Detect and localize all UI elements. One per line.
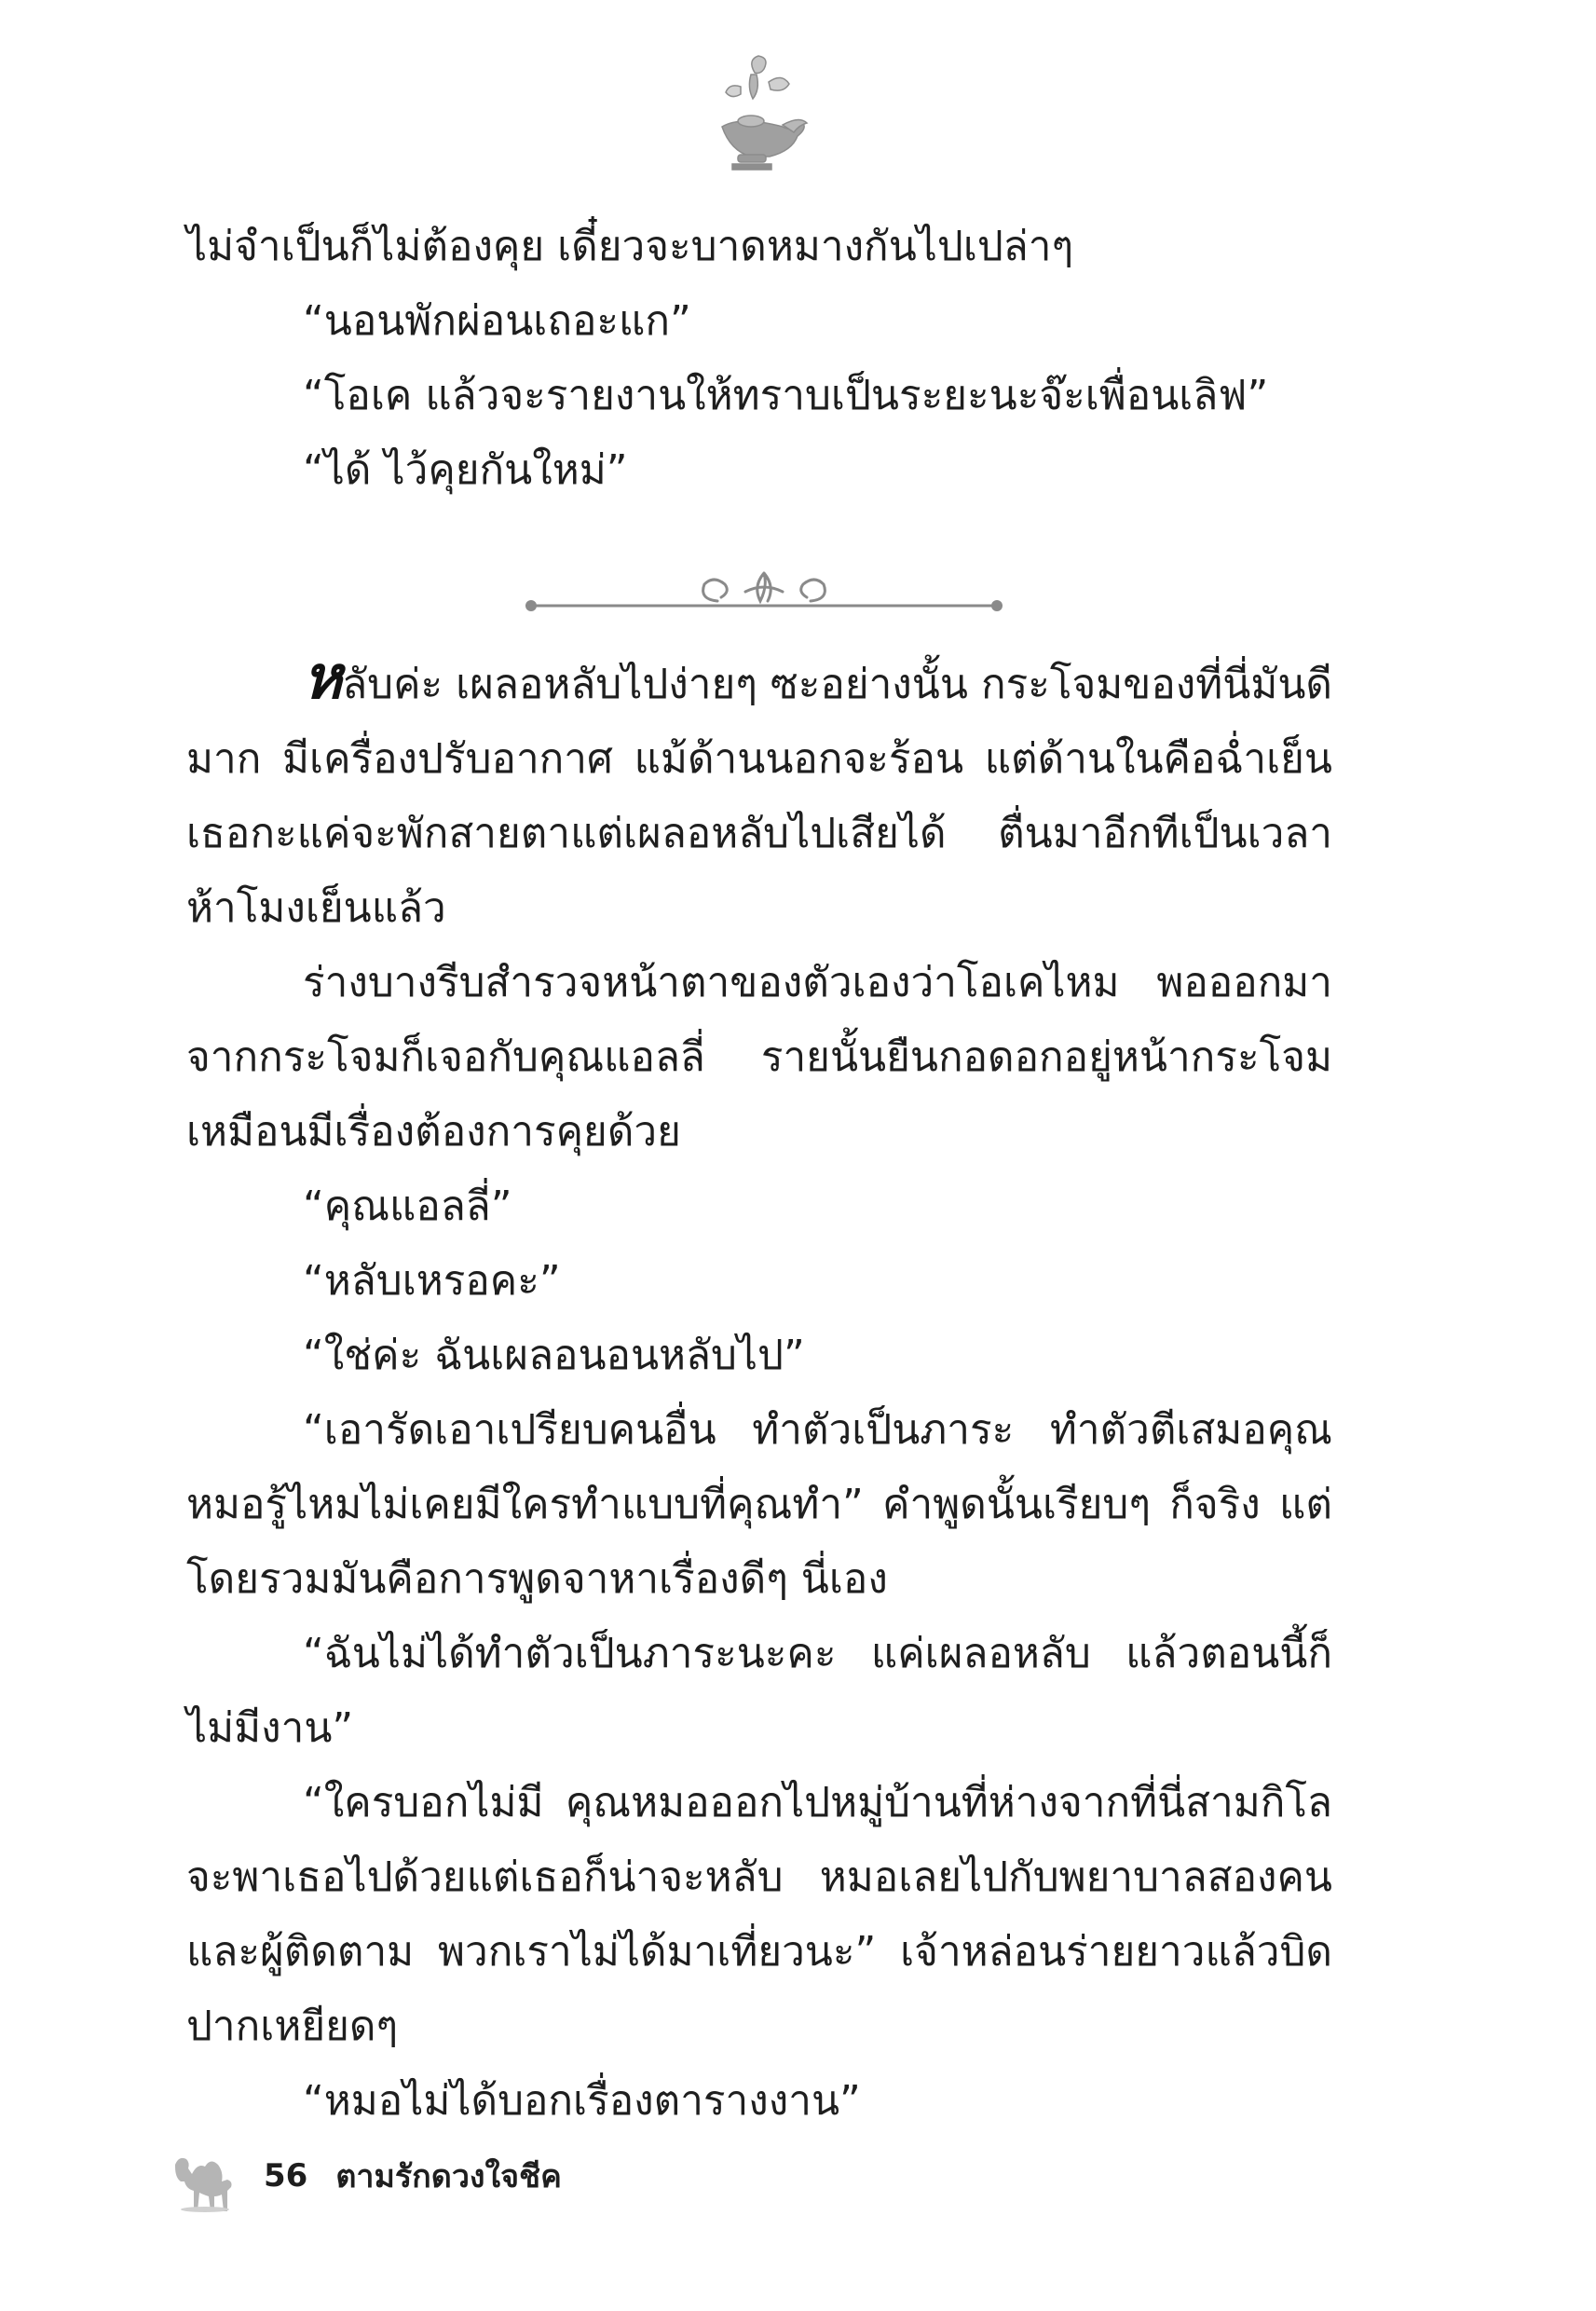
- paragraph: “ได้ ไว้คุยกันใหม่”: [303, 446, 628, 494]
- camel-icon: [168, 2139, 238, 2213]
- paragraph: “ใช่ค่ะ ฉันเผลอนอนหลับไป”: [303, 1332, 805, 1379]
- flourish-divider-icon: [522, 554, 1006, 620]
- text-block-top: [186, 210, 1332, 508]
- page-number: 56: [264, 2157, 308, 2195]
- book-title: ตามรักดวงใจชีค: [335, 2158, 562, 2195]
- paragraph: “คุณแอลลี่”: [303, 1183, 512, 1230]
- paragraph: “โอเค แล้วจะรายงานให้ทราบเป็นระยะนะจ๊ะเพื่อนเลิฟ”: [303, 372, 1269, 419]
- paragraph: “หลับเหรอคะ”: [303, 1257, 561, 1305]
- text-block-main: [186, 644, 1332, 2139]
- page-footer: [168, 2139, 562, 2213]
- paragraph-text: ลับค่ะ เผลอหลับไปง่ายๆ ซะอย่างนั้น กระโจมของที่นี่มันดีมาก มีเครื่องปรับอากาศ แม้ด้านนอกจะร้อน แต่ด้านในคือฉ่ำเย็น เธอกะแค่จะพักสายตาแต่เผลอหลับไปเสียได้ ตื่นมาอีกทีเป็นเวลาห้าโมงเย็นแล้ว: [186, 661, 1332, 932]
- paragraph: “ฉันไม่ได้ทำตัวเป็นภาระนะคะ แค่เผลอหลับ แล้วตอนนี้ก็ไม่มีงาน”: [186, 1630, 1332, 1752]
- paragraph: “หมอไม่ได้บอกเรื่องตารางงาน”: [303, 2077, 861, 2125]
- paragraph: ไม่จำเป็นก็ไม่ต้องคุย เดี๋ยวจะบาดหมางกันไปเปล่าๆ: [186, 223, 1074, 270]
- paragraph: “ใครบอกไม่มี คุณหมอออกไปหมู่บ้านที่ห่างจากที่นี่สามกิโลจะพาเธอไปด้วยแต่เธอก็น่าจะหลับ หมอเลยไปกับพยาบาลสองคนและผู้ติดตาม พวกเราไม่ได้มาเที่ยวนะ” เจ้าหล่อนร่ายยาวแล้วบิดปากเหยียดๆ: [186, 1779, 1332, 2050]
- paragraph-dropcap: [186, 644, 1332, 946]
- paragraph: ร่างบางรีบสำรวจหน้าตาของตัวเองว่าโอเคไหม พอออกมาจากกระโจมก็เจอกับคุณแอลลี่ รายนั้นยืนกอดอกอยู่หน้ากระโจม เหมือนมีเรื่องต้องการคุยด้วย: [186, 959, 1332, 1156]
- paragraph: “เอารัดเอาเปรียบคนอื่น ทำตัวเป็นภาระ ทำตัวตีเสมอคุณหมอรู้ไหมไม่เคยมีใครทำแบบที่คุณทำ” คำพูดนั้นเรียบๆ ก็จริง แต่โดยรวมมันคือการพูดจาหาเรื่องดีๆ นี่เอง: [186, 1406, 1332, 1603]
- genie-lamp-icon: [689, 54, 820, 175]
- paragraph: “นอนพักผ่อนเถอะแก”: [303, 297, 691, 345]
- drop-cap: ห: [303, 644, 343, 713]
